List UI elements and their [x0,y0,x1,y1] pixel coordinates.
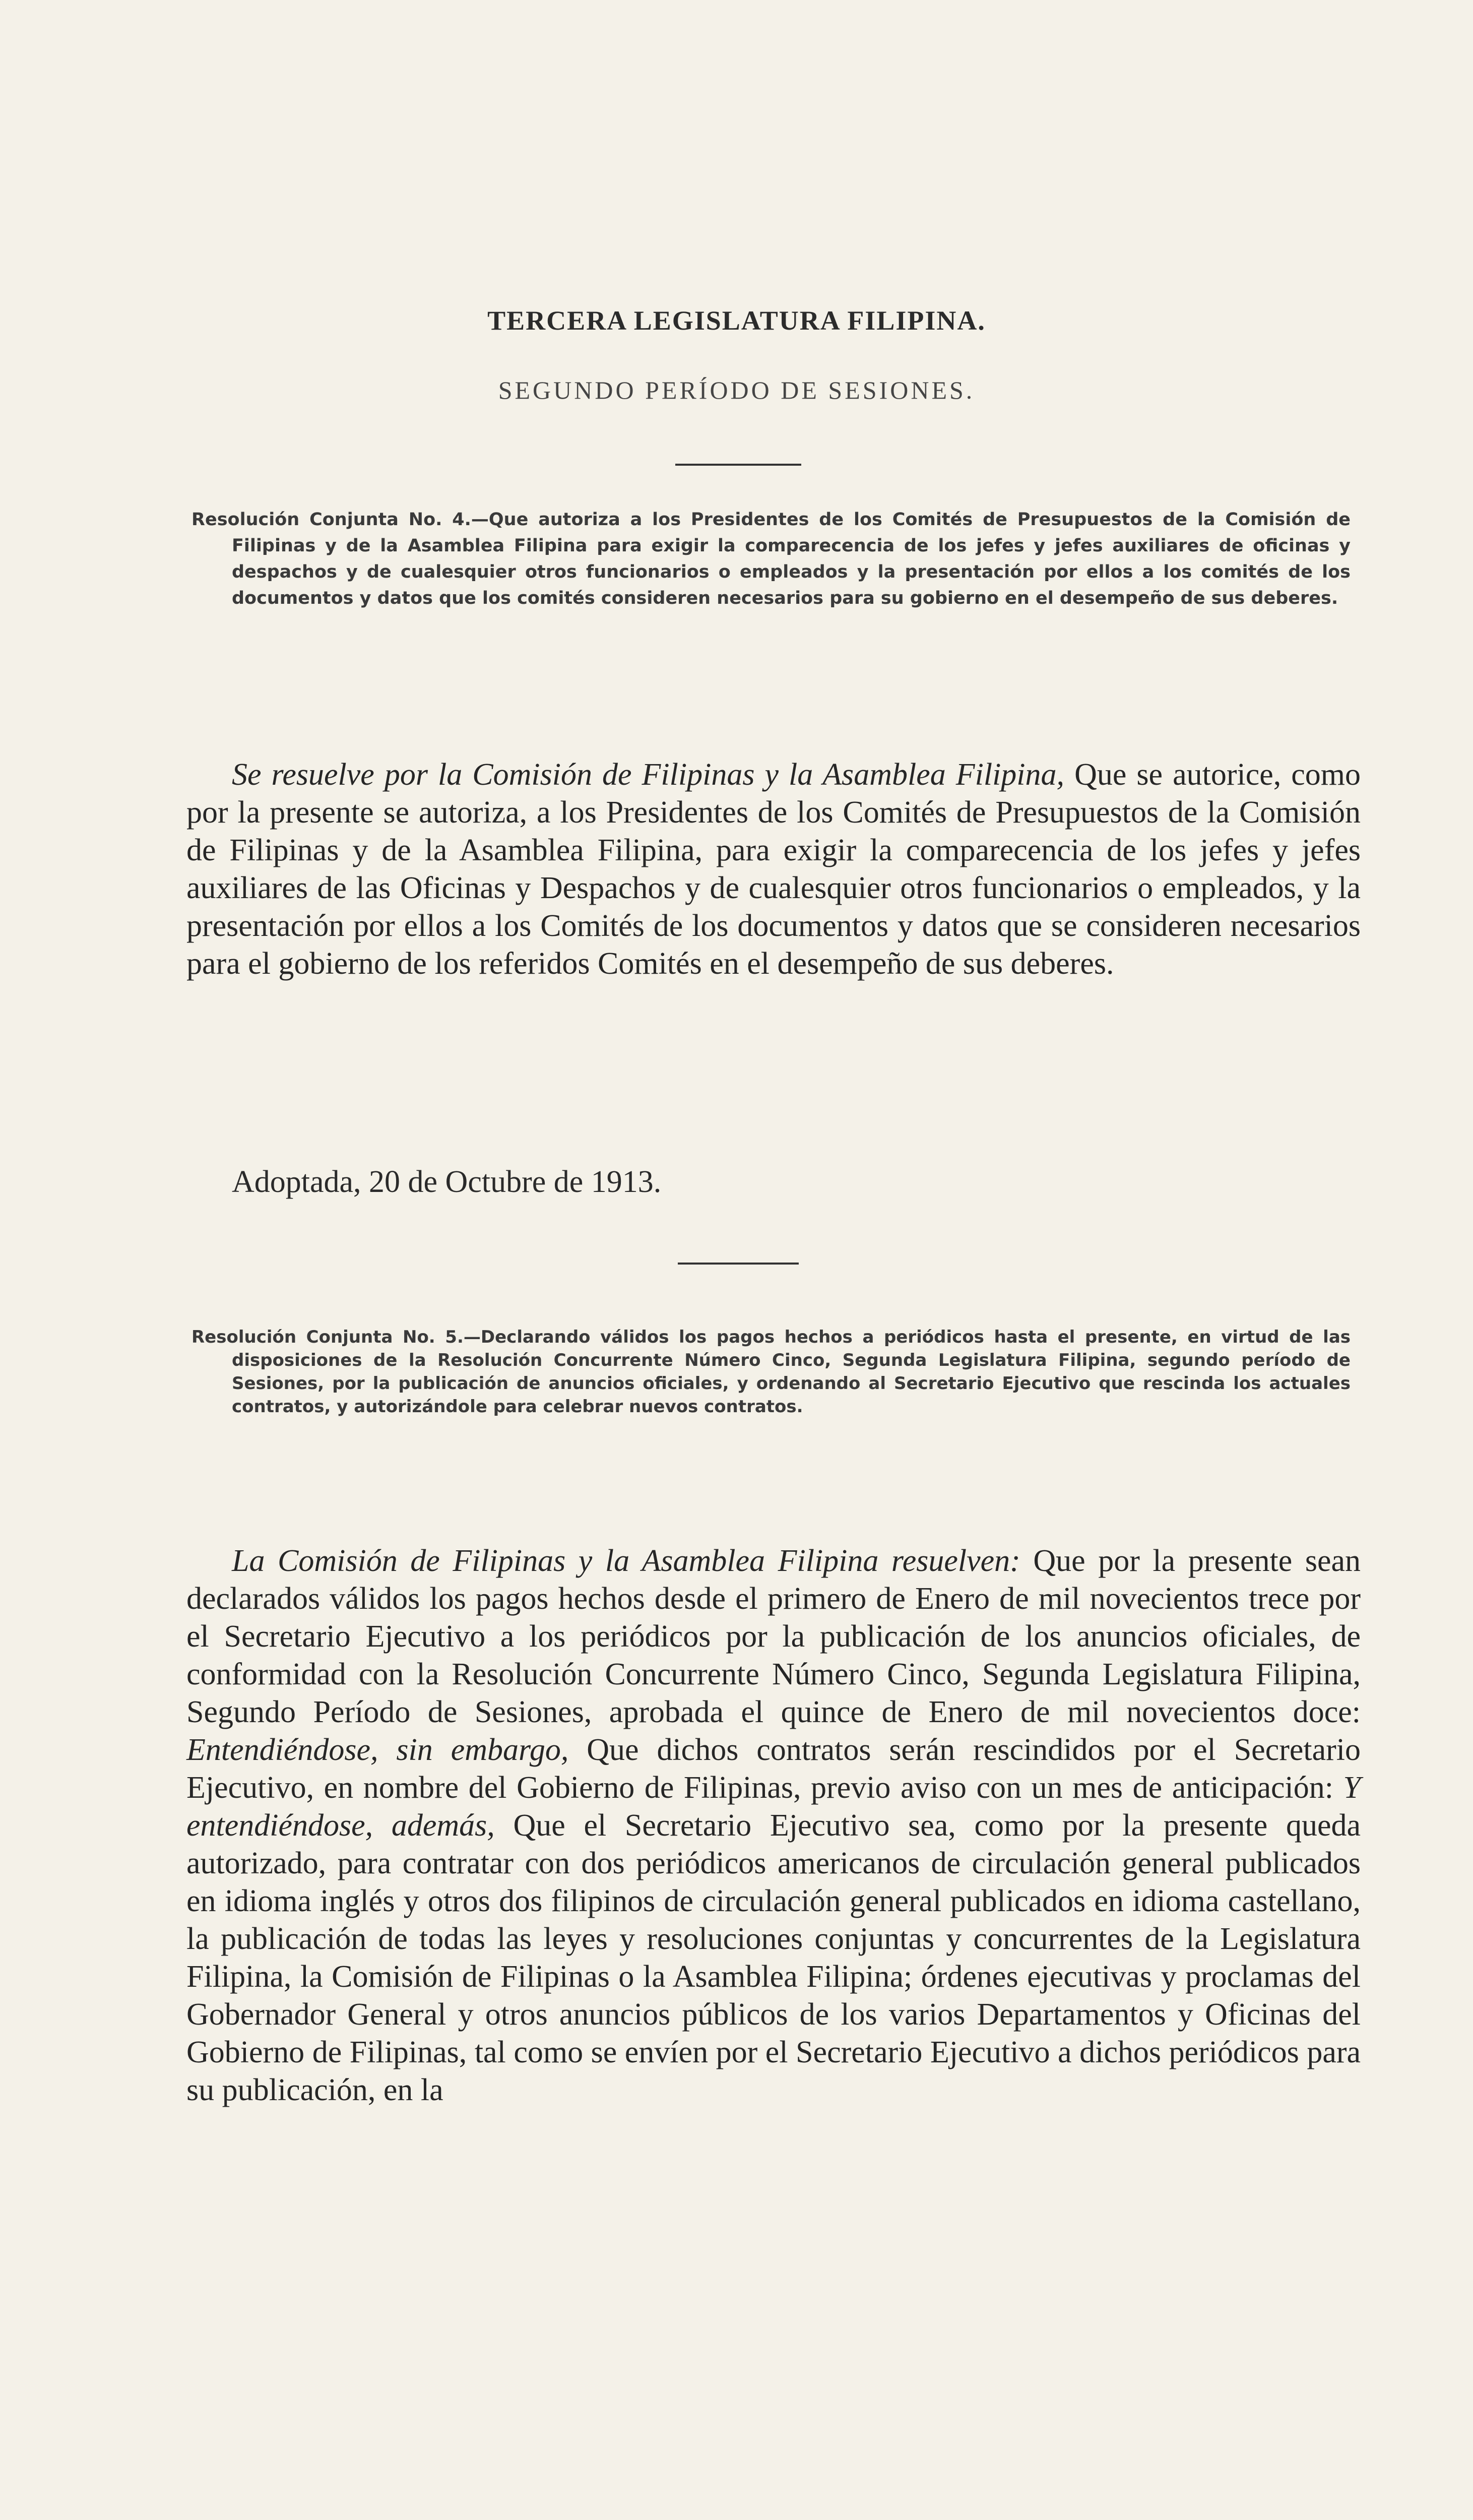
session-subtitle: SEGUNDO PERÍODO DE SESIONES. [498,376,975,404]
resolution-5-summary: Resolución Conjunta No. 5.—Declarando válidos los pagos hechos a periódicos hasta el presente, en virtud de las disposiciones de la Resolución Concurrente Número Cinco, Segunda Legislatura Filipina, segundo período de Sesiones, por la publicación de anuncios oficiales, y ordenando al Secretario Ejecutivo que rescinda los actuales contratos, y autorizándole para celebrar nuevos contratos. [191,1327,1351,1417]
resolution-4-text: Que se autorice, como por la presente se autoriza, a los Presidentes de los Comités de Presupuestos de la Comisión de Filipinas y de la Asamblea Filipina, para exigir la comparecencia de los jefes y jefes auxiliares de las Oficinas y Despachos y de cualesquier otros funcionarios o empleados, y la presentación por ellos a los Comités de los documentos y datos que se consideren necesarios para el gobierno de los referidos Comités en el desempeño de sus deberes. [186,758,1361,981]
resolution-4-adoption-date: Adoptada, 20 de Octubre de 1913. [232,1165,662,1199]
resolution-4-enacting-clause: Se resuelve por la Comisión de Filipinas y la Asamblea Filipina, [232,758,1065,792]
resolution-4-summary: Resolución Conjunta No. 4.—Que autoriza a los Presidentes de los Comités de Presupuestos de la Comisión de Filipinas y de la Asamblea Filipina para exigir la comparecencia de los jefes y jefes auxiliares de oficinas y despachos y de cualesquier otros funcionarios o empleados y la presentación por ellos a los comités de los documentos y datos que los comités consideren necesarios para su gobierno en el desempeño de sus deberes. [191,510,1351,608]
legislature-title: TERCERA LEGISLATURA FILIPINA. [487,305,986,336]
resolution-5-enacting-clause: La Comisión de Filipinas y la Asamblea Filipina resuelven: [232,1544,1020,1578]
divider-rule-middle [678,1263,799,1265]
divider-rule-top [675,464,801,466]
resolution-5-body: La Comisión de Filipinas y la Asamblea Filipina resuelven: Que por la presente sean declarados válidos los pagos hechos desde el primero de Enero de mil novecientos trece por el Secretario Ejecutivo a los periódicos por la publicación de los anuncios oficiales, de conformidad con la Resolución Concurrente Número Cinco, Segunda Legislatura Filipina, Segundo Período de Sesiones, aprobada el quince de Enero de mil novecientos doce: Entendiéndose, sin embargo, Que dichos contratos serán rescindidos por el Secretario Ejecutivo, en nombre del Gobierno de Filipinas, previo aviso con un mes de anticipación: Y entendiéndose, además, Que el Secretario Ejecutivo sea, como por la presente queda autorizado, para contratar con dos periódicos americanos de circulación general publicados en idioma inglés y otros dos filipinos de circulación general publicados en idioma castellano, la publicación de todas las leyes y resoluciones conjuntas y concurrentes de la Legislatura Filipina, la Comisión de Filipinas o la Asamblea Filipina; órdenes ejecutivas y proclamas del Gobernador General y otros anuncios públicos de los varios Departamentos y Oficinas del Gobierno de Filipinas, tal como se envíen por el Secretario Ejecutivo a dichos periódicos para su publicación, en la [186,1544,1361,2107]
resolution-5-proviso-1: Entendiéndose, sin embargo, [186,1733,569,1767]
resolution-5-proviso-2: Y entendiéndose, además, [186,1771,1361,1843]
resolution-4-body [186,756,1361,983]
